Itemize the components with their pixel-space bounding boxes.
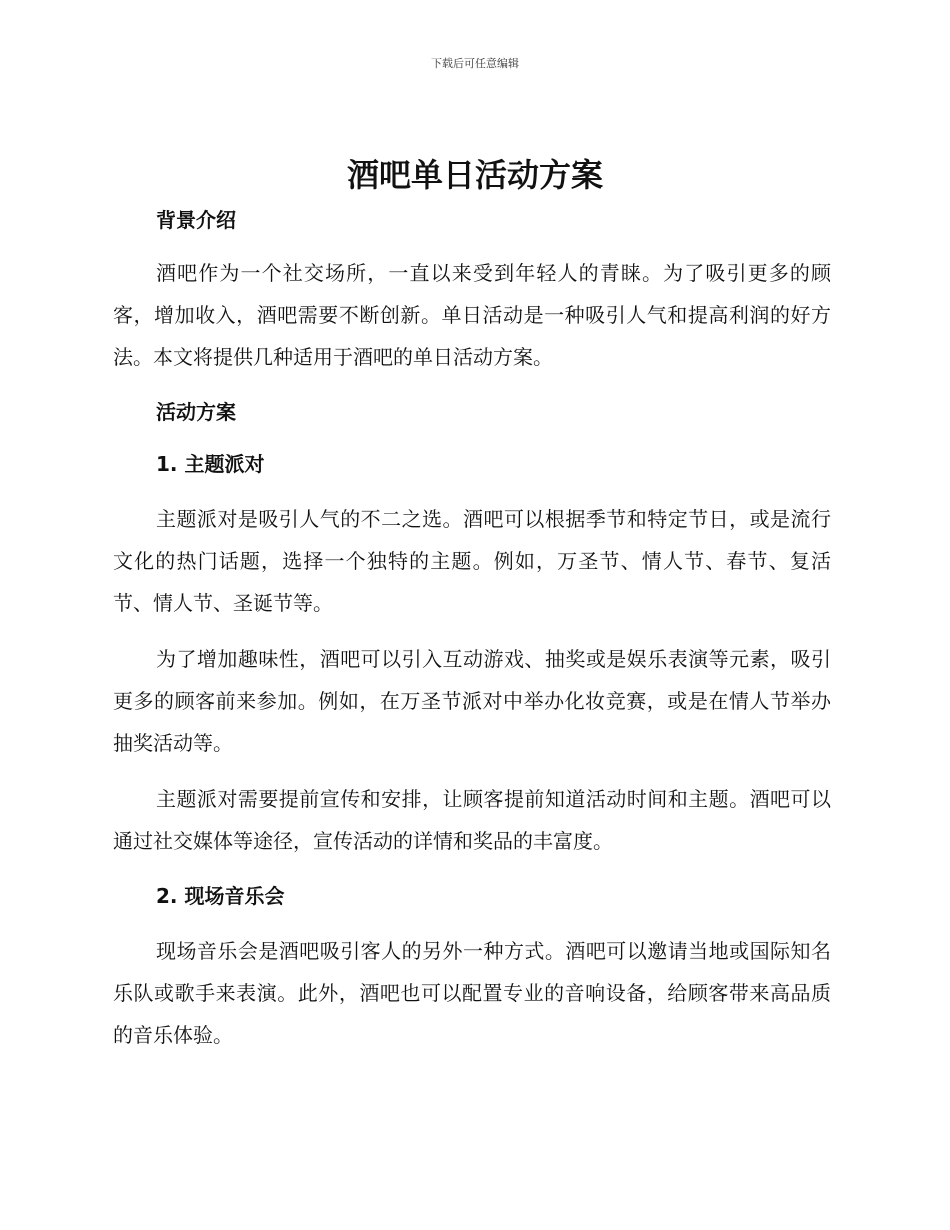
section-heading-background: 背景介绍 [156,208,236,232]
paragraph-live-concert-1: 现场音乐会是酒吧吸引客人的另外一种方式。酒吧可以邀请当地或国际知名乐队或歌手来表演。此外，酒吧也可以配置专业的音响设备，给顾客带来高品质的音乐体验。 [113,939,831,1047]
subheading-live-concert: 2. 现场音乐会 [156,884,285,908]
paragraph-theme-party-2: 为了增加趣味性，酒吧可以引入互动游戏、抽奖或是娱乐表演等元素，吸引更多的顾客前来参加。例如，在万圣节派对中举办化妆竞赛，或是在情人节举办抽奖活动等。 [113,647,831,755]
header-note: 下载后可任意编辑 [431,57,519,70]
document-body [113,200,831,1056]
document-title: 酒吧单日活动方案 [346,156,603,194]
paragraph-theme-party-3: 主题派对需要提前宣传和安排，让顾客提前知道活动时间和主题。酒吧可以通过社交媒体等途径，宣传活动的详情和奖品的丰富度。 [113,787,831,853]
paragraph-background: 酒吧作为一个社交场所，一直以来受到年轻人的青睐。为了吸引更多的顾客，增加收入，酒吧需要不断创新。单日活动是一种吸引人气和提高利润的好方法。本文将提供几种适用于酒吧的单日活动方案。 [113,261,831,369]
section-heading-plans: 活动方案 [156,400,236,424]
subheading-theme-party: 1. 主题派对 [156,452,265,476]
paragraph-theme-party-1: 主题派对是吸引人气的不二之选。酒吧可以根据季节和特定节日，或是流行文化的热门话题，选择一个独特的主题。例如，万圣节、情人节、春节、复活节、情人节、圣诞节等。 [113,507,831,615]
